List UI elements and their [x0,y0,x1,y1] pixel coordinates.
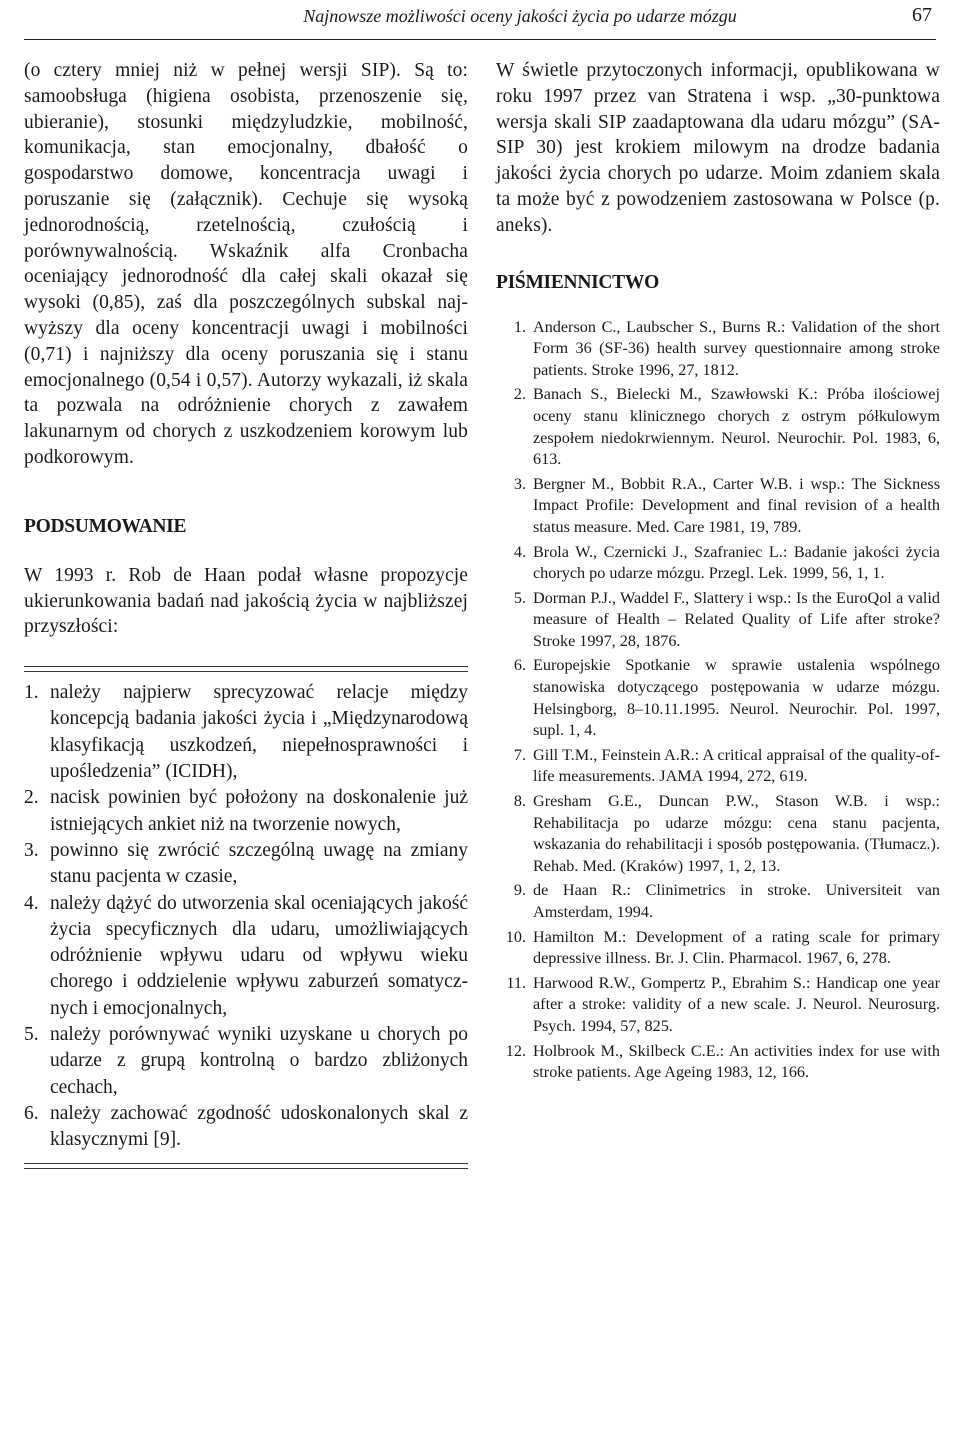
reference-text: Bergner M., Bobbit R.A., Carter W.B. i wsp.: The Sickness Impact Profile: Development and final revision of a health status measure. Med. Care 1981, 19, 789. [533,474,940,536]
proposals-list [24,680,468,1153]
references-heading: PIŚMIENNICTWO [496,271,659,293]
reference-text: Gill T.M., Feinstein A.R.: A critical appraisal of the quality-of-life measurements. JAMA 1994, 272, 619. [533,745,940,786]
proposal-text: należy najpierw sprecyzować relacje między koncepcją badania jakości życia i „Międzynarodową klasyfikacją uszkodzeń, niepełnosprawności i upośledzenia” (ICIDH), [50,682,468,783]
proposal-text: należy zachować zgodność udoskonalonych skal z klasycznymi [9]. [50,1102,468,1151]
reference-item [496,542,940,585]
reference-text: Harwood R.W., Gompertz P., Ebrahim S.: Handicap one year after a stroke: validity of a new scale. J. Neurol. Neurosurg. Psych. 1994, 57, 825. [533,973,940,1035]
body-paragraph-de-haan-intro: W 1993 r. Rob de Haan podał własne propozycje ukierunkowania badań nad jakością życia w najbliższej przyszłości: [24,564,468,638]
proposal-item [24,785,468,838]
running-title: Najnowsze możliwości oceny jakości życia po udarze mózgu [303,6,737,26]
reference-item [496,317,940,382]
page-number: 67 [912,4,932,26]
reference-text: de Haan R.: Clinimetrics in stroke. Universiteit van Amsterdam, 1994. [533,881,940,922]
proposal-item [24,680,468,785]
proposal-item [24,1101,468,1154]
proposal-number: 3. [24,839,39,861]
reference-item [496,655,940,741]
reference-number: 12. [505,1041,526,1060]
reference-item [496,745,940,788]
proposal-item [24,891,468,1022]
proposal-text: należy dążyć do utworzenia skal oceniających jakość życia specyficznych dla udaru, umożliwiających odróżnienie wpływu udaru od wpływu wieku chorego i oddzielenie wpływu zaburzeń somatycznych i emocjonalnych, [50,892,468,1019]
reference-text: Brola W., Czernicki J., Szafraniec L.: Badanie jakości życia chorych po udarze mózgu. Przegl. Lek. 1999, 56, 1, 1. [533,542,940,583]
body-paragraph-sip-description: (o cztery mniej niż w pełnej wersji SIP). Są to: samoobsługa (higiena osobista, przenoszenie się, ubieranie), stosunki międzyludzkie, mobilność, komunikacja, stan emocjonalny, dbałość o gospodarstwo domowe, koncentracja uwagi i poruszanie się (załącznik). Cechuje się wysoką jednorodnością, rzetelnością, czułością i porównywalnością. Wskaźnik alfa Cronbacha oceniający jednorodność dla całej skali okazał się wysoki (0,85), zaś dla poszczególnych subskal najwyższy dla oceny koncentracji uwagi i mobilności (0,71) i najniższy dla oceny poruszania się i stanu emocjonalnego (0,54 i 0,57). Autorzy wykazali, iż skala ta pozwala na odróżnienie chorych z zawałem lakunarnym od chorych z uszkodzeniem korowym lub podkorowym. [24,60,468,468]
reference-number: 11. [506,973,526,992]
reference-number: 5. [513,588,526,607]
proposal-number: 4. [24,892,39,914]
reference-number: 4. [513,542,526,561]
reference-number: 1. [513,317,526,336]
proposal-number: 1. [24,682,39,704]
reference-number: 7. [513,745,526,764]
reference-text: Gresham G.E., Duncan P.W., Stason W.B. i wsp.: Rehabilitacja po udarze mózgu: cena stanu pacjenta, wskazania do rehabilitacji i sposób postępowania. (Tłumacz.). Rehab. Med. (Kraków) 1997, 1, 2, 13. [533,792,940,875]
left-column [24,58,468,1169]
proposal-number: 5. [24,1024,39,1045]
reference-number: 10. [505,927,526,946]
reference-text: Holbrook M., Skilbeck C.E.: An activities index for use with stroke patients. Age Ageing 1983, 12, 166. [533,1041,940,1082]
box-rule-bottom [24,1163,468,1169]
right-column [496,58,940,1087]
reference-item [496,474,940,539]
reference-item [496,927,940,970]
reference-number: 6. [513,656,526,675]
page-header [24,0,936,40]
references-list [496,317,940,1084]
proposal-item [24,1022,468,1101]
reference-number: 3. [513,474,526,493]
reference-item [496,588,940,653]
proposal-text: powinno się zwrócić szczególną uwagę na zmiany stanu pacjenta w czasie, [50,839,468,888]
proposal-item [24,838,468,891]
reference-item [496,791,940,877]
reference-number: 9. [513,881,526,900]
summary-heading: PODSUMOWANIE [24,515,187,537]
reference-item [496,880,940,923]
body-paragraph-sa-sip: W świetle przytoczonych informacji, opublikowana w roku 1997 przez van Stratena i wsp. „30-punktowa wersja skali SIP zaadaptowana dla udaru mózgu” (SA-SIP 30) jest krokiem milowym na drodze badania jakości życia chorych po udarze. Moim zdaniem skala ta może być z powodzeniem zastosowana w Polsce (p. aneks). [496,60,940,236]
reference-text: Europejskie Spotkanie w sprawie ustalenia wspólnego stanowiska dotyczącego postępowania w udarze mózgu. Helsingborg, 8–10.11.1995. Neurol. Neurochir. Pol. 1997, supl. 1, 4. [533,656,940,740]
reference-item [496,1041,940,1084]
reference-item [496,384,940,470]
reference-number: 8. [513,792,526,811]
reference-text: Anderson C., Laubscher S., Burns R.: Validation of the short Form 36 (SF-36) health survey questionnaire among stroke patients. Stroke 1996, 27, 1812. [533,317,940,379]
box-rule-top [24,666,468,672]
reference-text: Banach S., Bielecki M., Szawłowski K.: Próba ilościowej oceny stanu klinicznego chorych z ostrym półkulowym zespołem niedokrwiennym. Neurol. Neurochir. Pol. 1983, 6, 613. [533,385,940,469]
reference-text: Hamilton M.: Development of a rating scale for primary depressive illness. Br. J. Clin. Pharmacol. 1967, 6, 278. [533,927,940,968]
proposal-text: należy porównywać wyniki uzyskane u chorych po udarze z grupą kontrolną o bardzo zbliżonych cechach, [50,1024,468,1098]
reference-item [496,973,940,1038]
reference-text: Dorman P.J., Waddel F., Slattery i wsp.: Is the EuroQol a valid measure of Health – Related Quality of Life after stroke? Stroke 1997, 28, 1876. [533,588,940,650]
proposal-number: 6. [24,1102,39,1124]
proposal-number: 2. [24,787,39,809]
reference-number: 2. [513,385,526,404]
proposal-text: nacisk powinien być położony na doskonalenie już istniejących ankiet niż na tworzenie nowych, [50,787,468,835]
